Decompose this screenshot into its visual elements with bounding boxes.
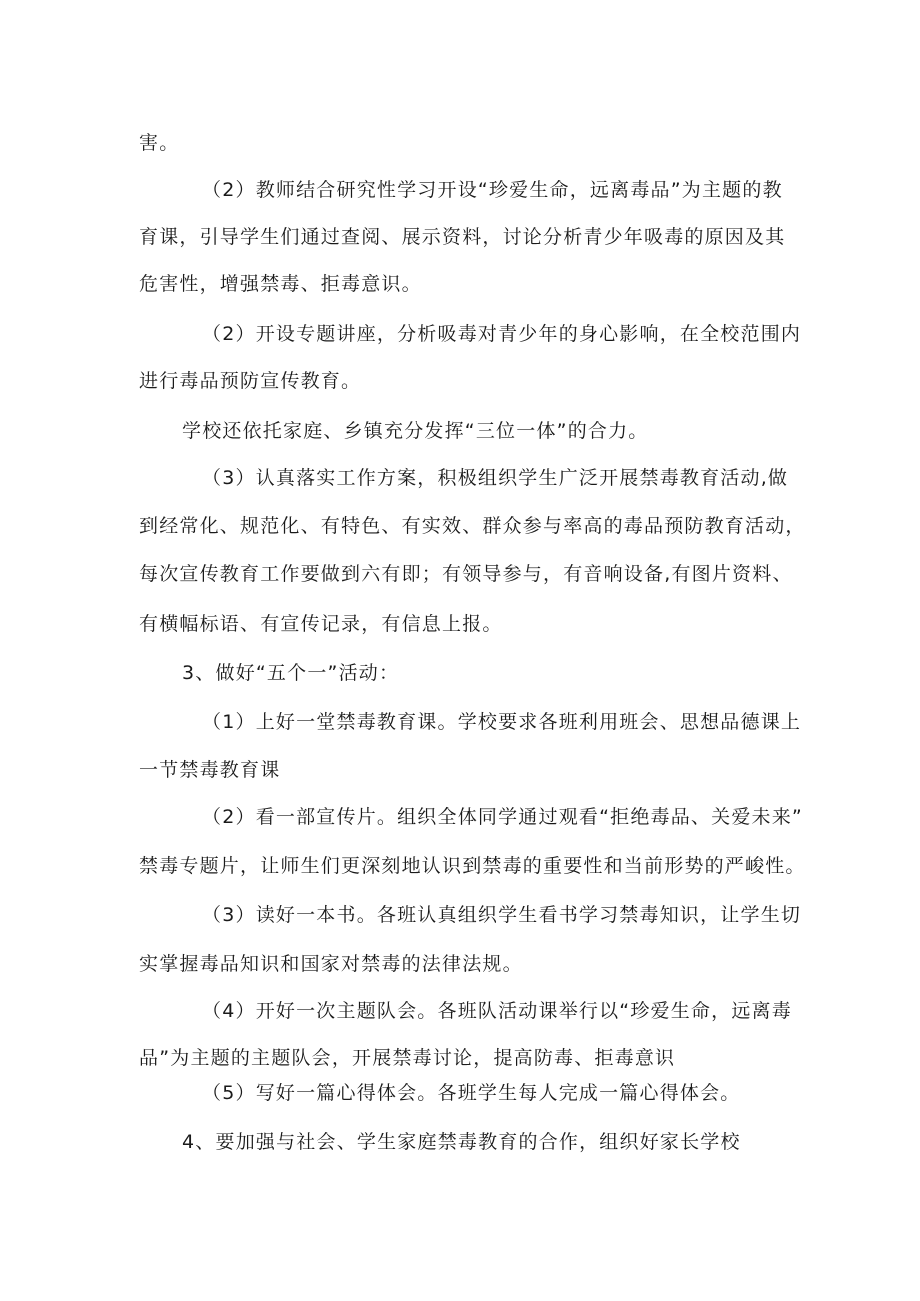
text-line: （2）看一部宣传片。组织全体同学通过观看“拒绝毒品、关爱未来”: [202, 806, 803, 828]
text-line: （2）教师结合研究性学习开设“珍爱生命，远离毒品”为主题的教: [202, 179, 783, 201]
text-line: 育课，引导学生们通过查阅、展示资料，讨论分析青少年吸毒的原因及其: [139, 226, 786, 248]
text-line: （2）开设专题讲座，分析吸毒对青少年的身心影响，在全校范围内: [202, 323, 802, 345]
text-line: 进行毒品预防宣传教育。: [139, 370, 362, 392]
text-line: 有横幅标语、有宣传记录，有信息上报。: [139, 613, 503, 635]
text-line: 每次宣传教育工作要做到六有即；有领导参与，有音响设备,有图片资料、: [139, 563, 793, 585]
text-line: 实掌握毒品知识和国家对禁毒的法律法规。: [139, 953, 523, 975]
text-line: （5）写好一篇心得体会。各班学生每人完成一篇心得体会。: [202, 1082, 741, 1104]
text-line: 4、要加强与社会、学生家庭禁毒教育的合作，组织好家长学校: [182, 1131, 741, 1153]
text-line: 禁毒专题片，让师生们更深刻地认识到禁毒的重要性和当前形势的严峻性。: [139, 855, 806, 877]
text-line: （3）读好一本书。各班认真组织学生看书学习禁毒知识，让学生切: [202, 904, 802, 926]
text-line: 3、做好“五个一”活动：: [182, 662, 400, 684]
text-line: 到经常化、规范化、有特色、有实效、群众参与率高的毒品预防教育活动，: [139, 515, 806, 537]
text-line: 害。: [139, 132, 180, 154]
text-line: （1）上好一堂禁毒教育课。学校要求各班利用班会、思想品德课上: [202, 711, 802, 733]
text-line: 学校还依托家庭、乡镇充分发挥“三位一体”的合力。: [182, 420, 649, 442]
text-line: （3）认真落实工作方案，积极组织学生广泛开展禁毒教育活动,做: [202, 467, 789, 489]
text-line: 一节禁毒教育课: [139, 759, 281, 781]
text-line: 品”为主题的主题队会，开展禁毒讨论，提高防毒、拒毒意识: [139, 1047, 676, 1069]
text-line: （4）开好一次主题队会。各班队活动课举行以“珍爱生命，远离毒: [202, 1000, 792, 1022]
text-line: 危害性，增强禁毒、拒毒意识。: [139, 273, 422, 295]
